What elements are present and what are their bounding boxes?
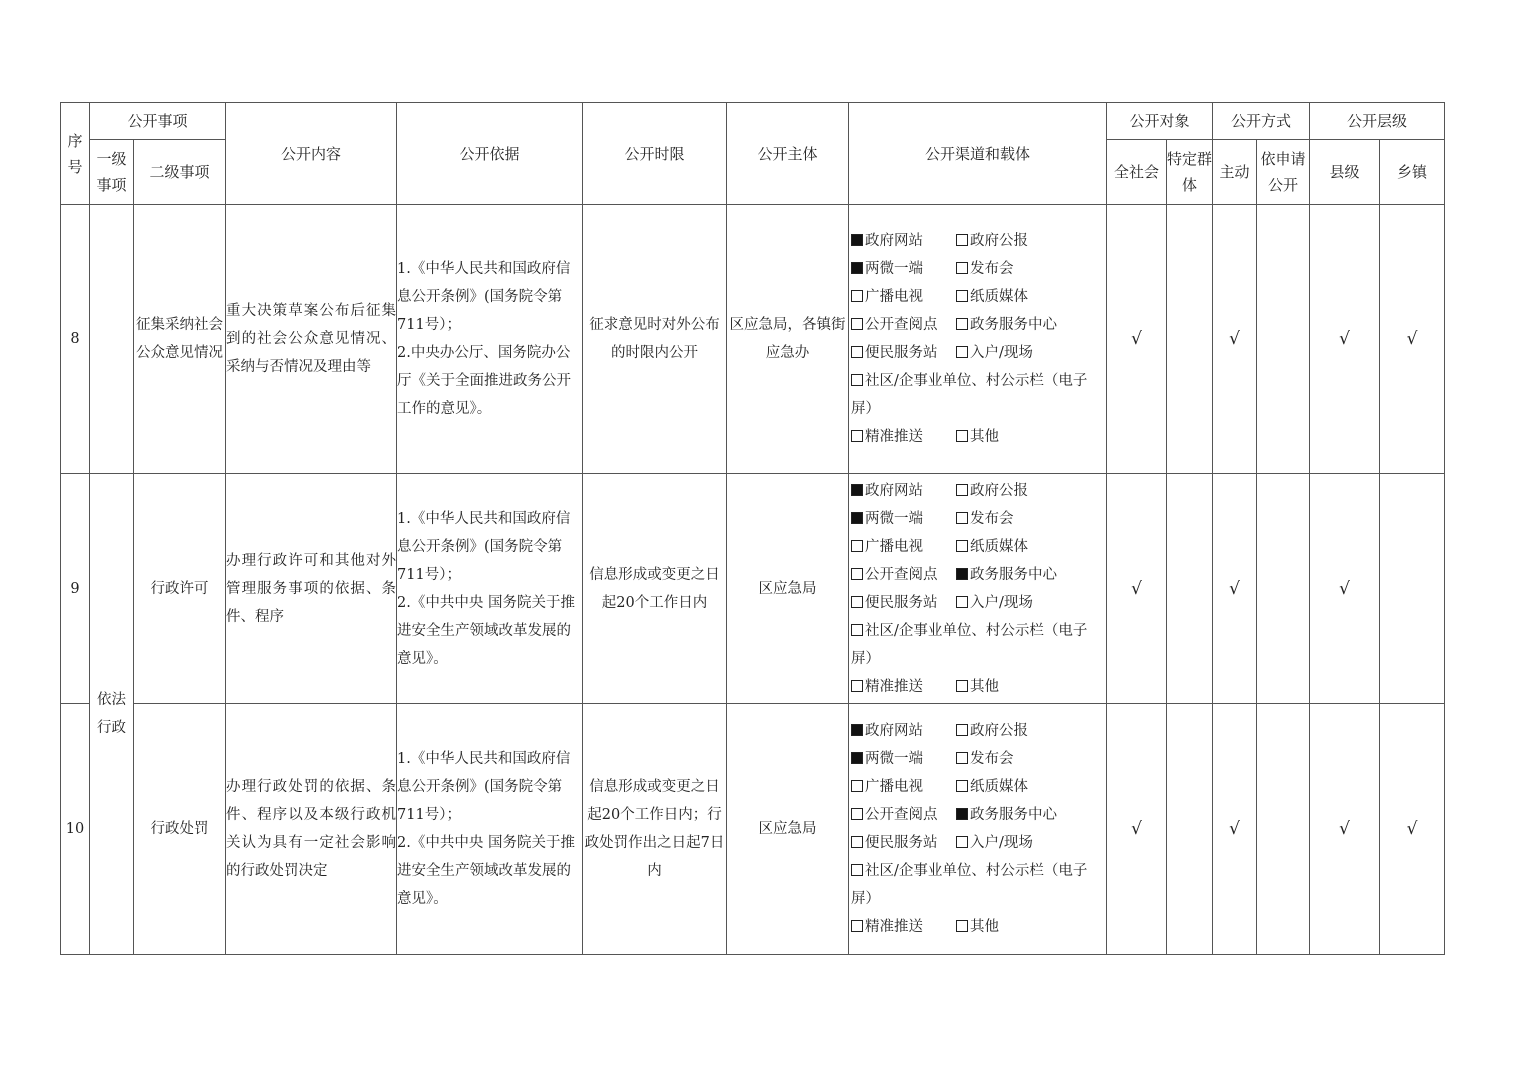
- channel-two-wei-one-end: 两微一端: [865, 261, 924, 277]
- header-level-town: 乡镇: [1380, 140, 1445, 205]
- cell-seq: 8: [61, 205, 90, 474]
- checked-box-icon: [851, 724, 863, 736]
- unchecked-box-icon: [851, 540, 863, 552]
- basis-line: 1.《中华人民共和国政府信息公开条例》(国务院令第711号）；: [397, 510, 571, 583]
- cell-method-apply: [1257, 205, 1310, 474]
- cell-level-county: √: [1310, 474, 1380, 704]
- unchecked-box-icon: [851, 318, 863, 330]
- unchecked-box-icon: [956, 484, 968, 496]
- cell-target-all: √: [1107, 474, 1167, 704]
- channel-broadcast-tv: 广播电视: [865, 289, 924, 305]
- header-item-group: 公开事项: [90, 103, 226, 140]
- checked-box-icon: [851, 262, 863, 274]
- cell-time-limit: 征求意见时对外公布的时限内公开: [583, 205, 727, 474]
- basis-line: 2.《中共中央 国务院关于推进安全生产领域改革发展的意见》。: [397, 835, 575, 907]
- channel-gov-gazette: 政府公报: [970, 233, 1029, 249]
- channel-press-conf: 发布会: [970, 751, 1014, 767]
- unchecked-box-icon: [851, 290, 863, 302]
- checked-box-icon: [851, 234, 863, 246]
- channel-convenience-station: 便民服务站: [865, 594, 938, 611]
- cell-time-limit: 信息形成或变更之日起20个工作日内: [583, 474, 727, 704]
- cell-target-all: √: [1107, 205, 1167, 474]
- channel-precise-push: 精准推送: [865, 919, 924, 935]
- channel-gov-website: 政府网站: [865, 233, 924, 249]
- cell-seq: 9: [61, 474, 90, 704]
- unchecked-box-icon: [851, 808, 863, 820]
- header-level2: 二级事项: [134, 140, 226, 205]
- cell-target-specific: [1167, 474, 1213, 704]
- basis-line: 1.《中华人民共和国政府信息公开条例》(国务院令第711号）；: [397, 261, 571, 333]
- header-level1: 一级事项: [90, 140, 134, 205]
- channel-gov-gazette: 政府公报: [970, 482, 1029, 499]
- unchecked-box-icon: [956, 430, 968, 442]
- cell-basis: [397, 205, 583, 474]
- header-target-specific: 特定群体: [1167, 140, 1213, 205]
- cell-level2: 行政处罚: [134, 704, 226, 955]
- channel-print-media: 纸质媒体: [970, 779, 1029, 795]
- basis-line: 2.《中共中央 国务院关于推进安全生产领域改革发展的意见》。: [397, 594, 575, 667]
- unchecked-box-icon: [956, 540, 968, 552]
- cell-subject: 区应急局，各镇街应急办: [727, 205, 849, 474]
- unchecked-box-icon: [956, 262, 968, 274]
- header-seq: 序号: [61, 103, 90, 205]
- unchecked-box-icon: [956, 596, 968, 608]
- cell-channels: [849, 205, 1107, 474]
- header-subject: 公开主体: [727, 103, 849, 205]
- cell-level-county: √: [1310, 704, 1380, 955]
- channel-service-center: 政务服务中心: [970, 807, 1058, 823]
- header-target-all: 全社会: [1107, 140, 1167, 205]
- cell-content: 办理行政许可和其他对外管理服务事项的依据、条件、程序: [226, 474, 397, 704]
- channel-broadcast-tv: 广播电视: [865, 538, 924, 555]
- table-row: [61, 704, 1445, 955]
- cell-method-apply: [1257, 474, 1310, 704]
- unchecked-box-icon: [956, 752, 968, 764]
- cell-target-all: √: [1107, 704, 1167, 955]
- checked-box-icon: [851, 484, 863, 496]
- channel-gov-website: 政府网站: [865, 723, 924, 739]
- cell-subject: 区应急局: [727, 704, 849, 955]
- table-row: [61, 205, 1445, 474]
- cell-seq: 10: [61, 704, 90, 955]
- unchecked-box-icon: [956, 724, 968, 736]
- unchecked-box-icon: [851, 568, 863, 580]
- cell-content: 重大决策草案公布后征集到的社会公众意见情况、采纳与否情况及理由等: [226, 205, 397, 474]
- cell-level-town: [1380, 474, 1445, 704]
- checked-box-icon: [956, 568, 968, 580]
- cell-time-limit: 信息形成或变更之日起20个工作日内；行政处罚作出之日起7日内: [583, 704, 727, 955]
- unchecked-box-icon: [851, 864, 863, 876]
- cell-level-county: √: [1310, 205, 1380, 474]
- channel-other: 其他: [970, 919, 1000, 935]
- channel-public-reading: 公开查阅点: [865, 566, 938, 583]
- channel-precise-push: 精准推送: [865, 678, 924, 695]
- channel-door-onsite: 入户/现场: [970, 594, 1033, 611]
- channel-bulletin: 社区/企事业单位、村公示栏（电子屏）: [851, 622, 1088, 667]
- checked-box-icon: [851, 512, 863, 524]
- header-channels: 公开渠道和载体: [849, 103, 1107, 205]
- channel-broadcast-tv: 广播电视: [865, 779, 924, 795]
- basis-line: 1.《中华人民共和国政府信息公开条例》(国务院令第711号）；: [397, 751, 571, 823]
- cell-level-town: √: [1380, 205, 1445, 474]
- cell-method-active: √: [1213, 704, 1257, 955]
- unchecked-box-icon: [851, 374, 863, 386]
- header-method-apply: 依申请公开: [1257, 140, 1310, 205]
- cell-content: 办理行政处罚的依据、条件、程序以及本级行政机关认为具有一定社会影响的行政处罚决定: [226, 704, 397, 955]
- disclosure-table: [60, 102, 1445, 955]
- channel-two-wei-one-end: 两微一端: [865, 510, 924, 527]
- unchecked-box-icon: [956, 836, 968, 848]
- channel-service-center: 政务服务中心: [970, 566, 1058, 583]
- header-target-group: 公开对象: [1107, 103, 1213, 140]
- channel-bulletin: 社区/企事业单位、村公示栏（电子屏）: [851, 863, 1088, 907]
- unchecked-box-icon: [851, 624, 863, 636]
- unchecked-box-icon: [956, 346, 968, 358]
- header-content: 公开内容: [226, 103, 397, 205]
- channel-door-onsite: 入户/现场: [970, 345, 1033, 361]
- channel-convenience-station: 便民服务站: [865, 835, 938, 851]
- table-row: [61, 474, 1445, 704]
- checked-box-icon: [956, 808, 968, 820]
- unchecked-box-icon: [956, 680, 968, 692]
- checked-box-icon: [851, 752, 863, 764]
- header-row-top: [61, 103, 1445, 140]
- cell-target-specific: [1167, 205, 1213, 474]
- channel-door-onsite: 入户/现场: [970, 835, 1033, 851]
- channel-gov-website: 政府网站: [865, 482, 924, 499]
- unchecked-box-icon: [956, 920, 968, 932]
- unchecked-box-icon: [851, 836, 863, 848]
- channel-press-conf: 发布会: [970, 261, 1014, 277]
- header-time-limit: 公开时限: [583, 103, 727, 205]
- cell-level2: 行政许可: [134, 474, 226, 704]
- cell-basis: [397, 474, 583, 704]
- cell-target-specific: [1167, 704, 1213, 955]
- header-method-group: 公开方式: [1213, 103, 1310, 140]
- channel-service-center: 政务服务中心: [970, 317, 1058, 333]
- channel-print-media: 纸质媒体: [970, 538, 1029, 555]
- header-level-county: 县级: [1310, 140, 1380, 205]
- unchecked-box-icon: [851, 920, 863, 932]
- cell-method-active: √: [1213, 205, 1257, 474]
- unchecked-box-icon: [956, 512, 968, 524]
- channel-two-wei-one-end: 两微一端: [865, 751, 924, 767]
- unchecked-box-icon: [956, 318, 968, 330]
- channel-convenience-station: 便民服务站: [865, 345, 938, 361]
- cell-level1: 依法行政: [90, 474, 134, 955]
- channel-public-reading: 公开查阅点: [865, 807, 938, 823]
- channel-precise-push: 精准推送: [865, 429, 924, 445]
- cell-level-town: √: [1380, 704, 1445, 955]
- cell-method-apply: [1257, 704, 1310, 955]
- cell-basis: [397, 704, 583, 955]
- unchecked-box-icon: [851, 596, 863, 608]
- header-basis: 公开依据: [397, 103, 583, 205]
- unchecked-box-icon: [851, 780, 863, 792]
- cell-subject: 区应急局: [727, 474, 849, 704]
- basis-line: 2.中央办公厅、国务院办公厅《关于全面推进政务公开工作的意见》。: [397, 345, 572, 417]
- channel-bulletin: 社区/企事业单位、村公示栏（电子屏）: [851, 373, 1088, 417]
- header-level-group: 公开层级: [1310, 103, 1445, 140]
- channel-public-reading: 公开查阅点: [865, 317, 938, 333]
- cell-method-active: √: [1213, 474, 1257, 704]
- channel-gov-gazette: 政府公报: [970, 723, 1029, 739]
- header-method-active: 主动: [1213, 140, 1257, 205]
- unchecked-box-icon: [956, 234, 968, 246]
- cell-level1: [90, 205, 134, 474]
- cell-level2: 征集采纳社会公众意见情况: [134, 205, 226, 474]
- channel-press-conf: 发布会: [970, 510, 1014, 527]
- unchecked-box-icon: [851, 346, 863, 358]
- unchecked-box-icon: [851, 430, 863, 442]
- cell-channels: [849, 474, 1107, 704]
- channel-other: 其他: [970, 429, 1000, 445]
- unchecked-box-icon: [851, 680, 863, 692]
- channel-print-media: 纸质媒体: [970, 289, 1029, 305]
- unchecked-box-icon: [956, 780, 968, 792]
- channel-other: 其他: [970, 678, 1000, 695]
- cell-channels: [849, 704, 1107, 955]
- unchecked-box-icon: [956, 290, 968, 302]
